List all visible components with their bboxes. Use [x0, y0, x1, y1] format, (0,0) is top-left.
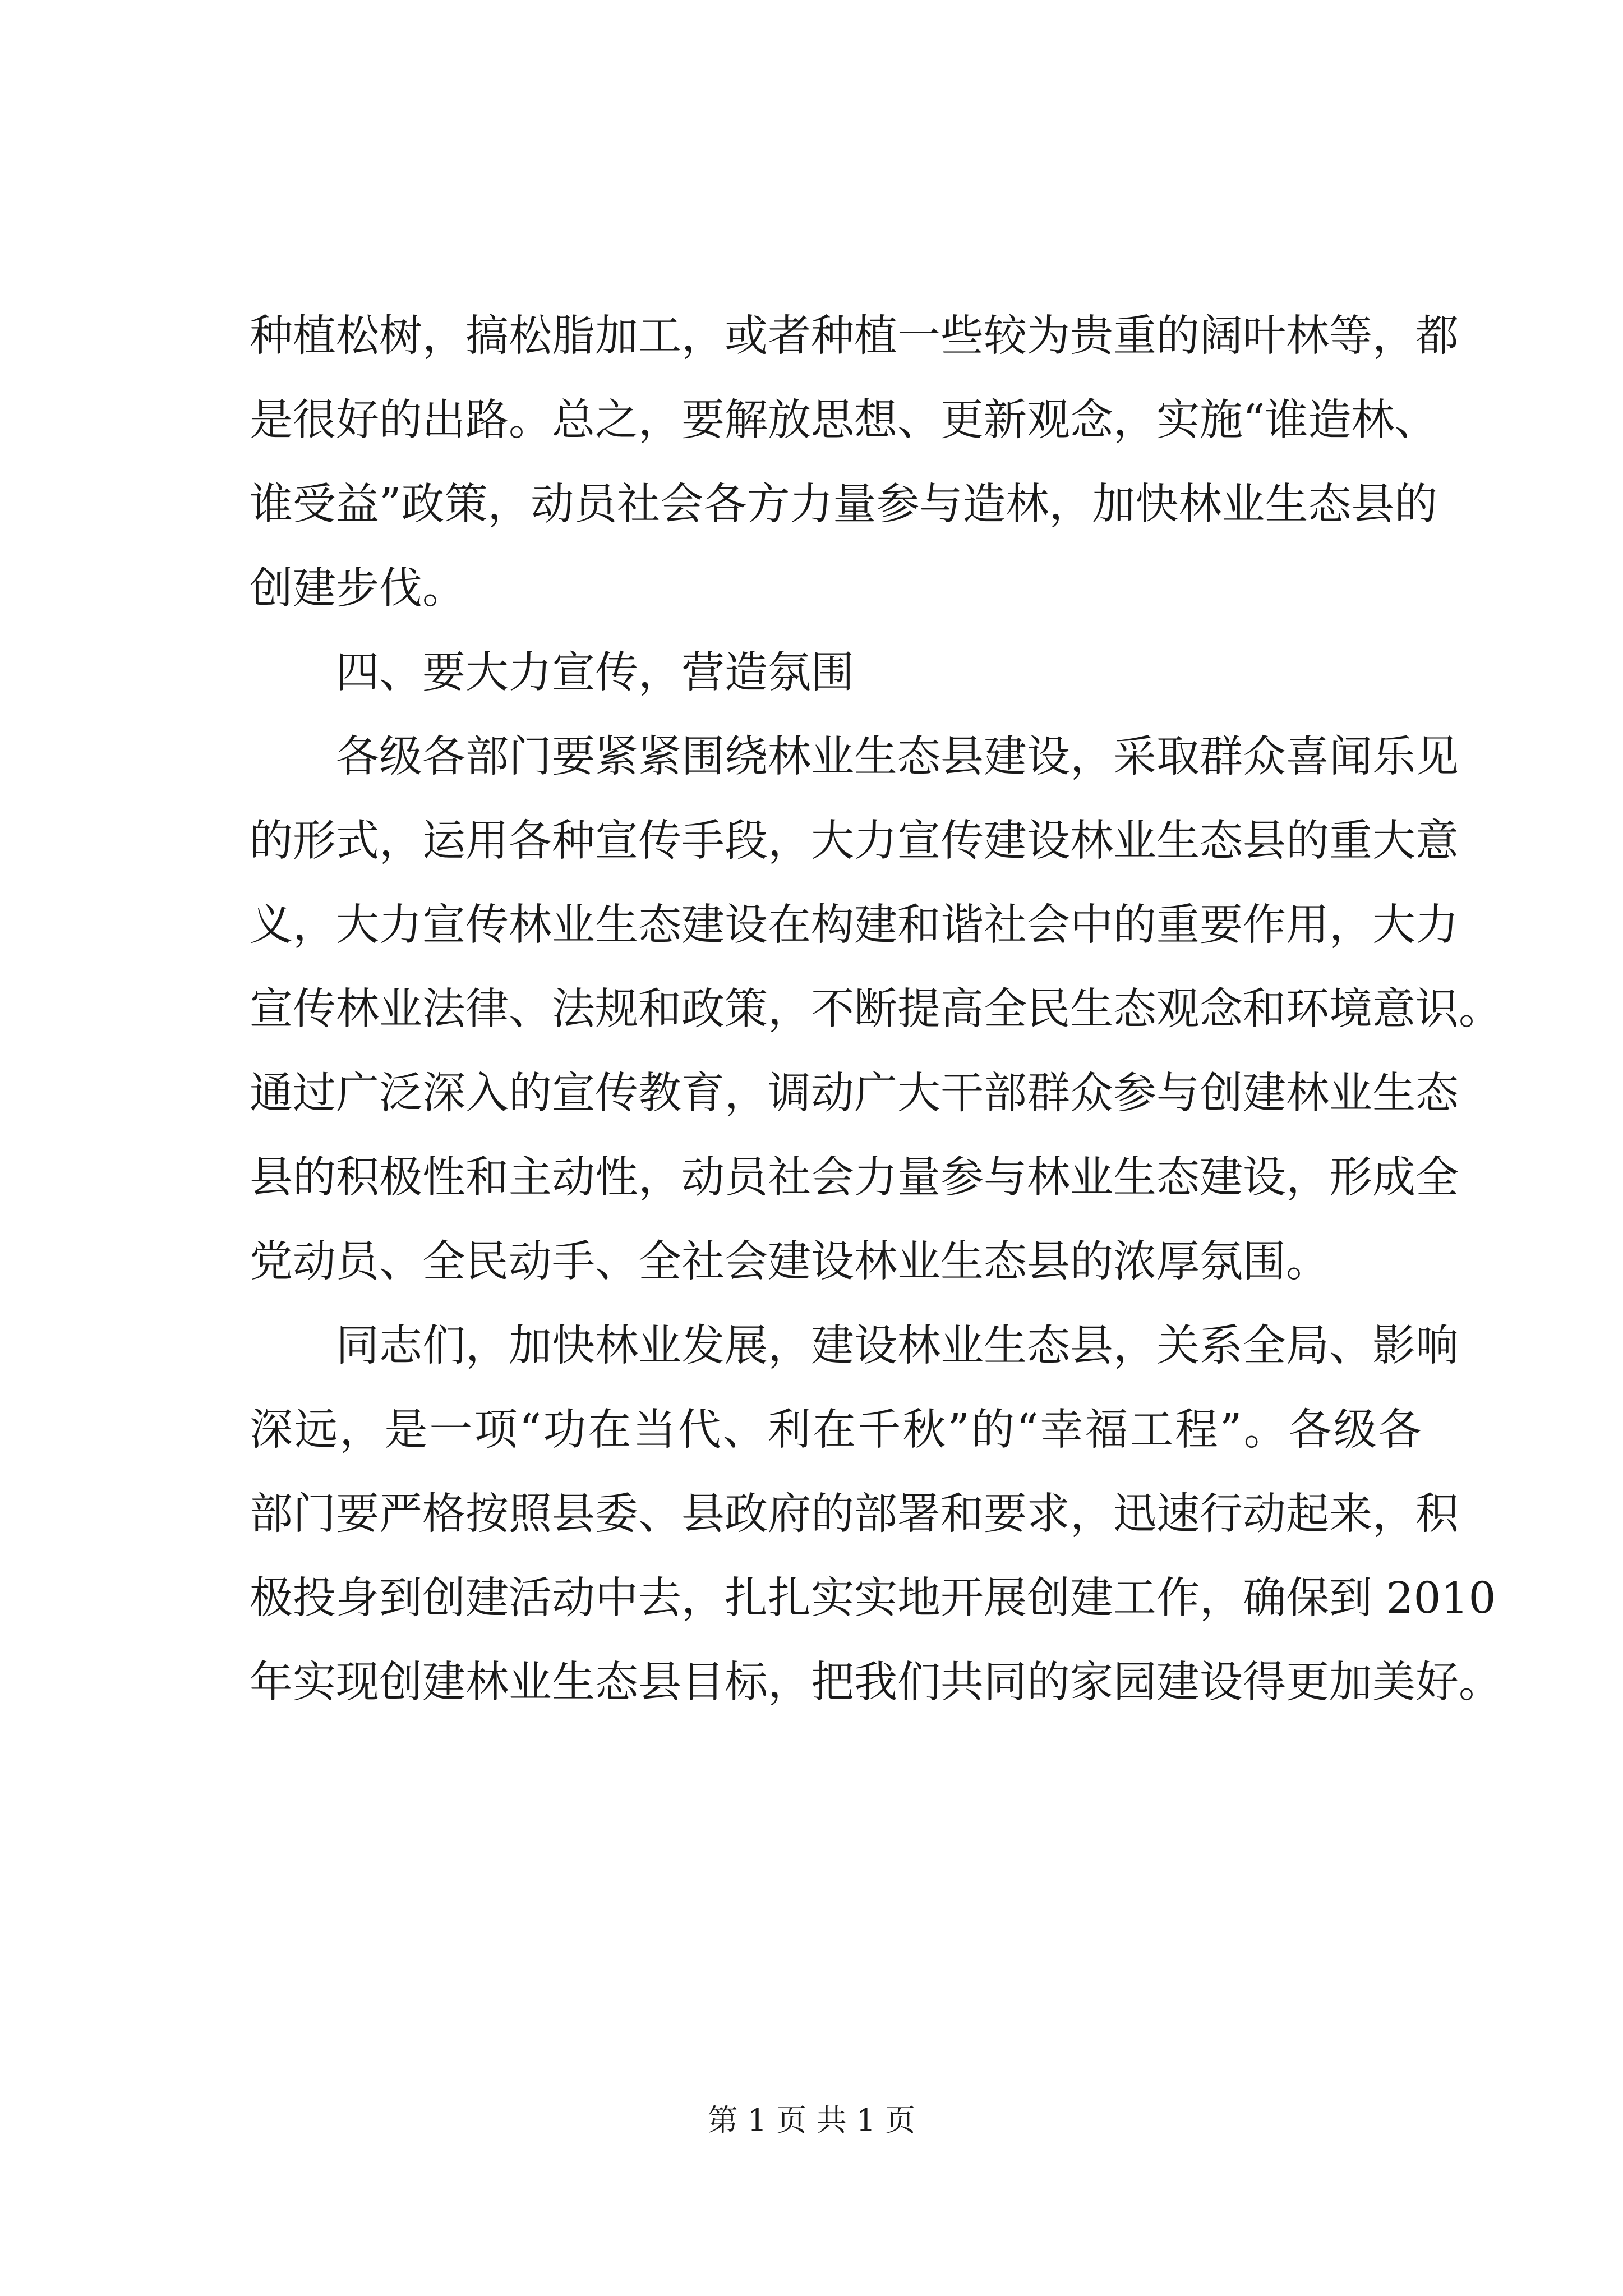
text-line: 的形式，运用各种宣传手段，大力宣传建设林业生态县的重大意	[250, 816, 1459, 866]
text-line: 通过广泛深入的宣传教育，调动广大干部群众参与创建林业生态	[250, 1069, 1459, 1119]
text-line: 深远，是一项“功在当代、利在千秋”的“幸福工程”。各级各	[250, 1405, 1422, 1455]
page-number-footer: 第 1 页 共 1 页	[707, 2102, 916, 2138]
text-line: 各级各部门要紧紧围绕林业生态县建设，采取群众喜闻乐见	[336, 732, 1459, 782]
text-line: 极投身到创建活动中去，扎扎实实地开展创建工作，确保到 2010	[250, 1573, 1496, 1623]
text-line: 宣传林业法律、法规和政策，不断提高全民生态观念和环境意识。	[250, 984, 1502, 1034]
text-line: 义，大力宣传林业生态建设在构建和谐社会中的重要作用，大力	[250, 900, 1459, 950]
text-line: 创建步伐。	[250, 564, 465, 614]
section-heading: 四、要大力宣传，营造氛围	[336, 648, 854, 698]
text-line: 同志们，加快林业发展，建设林业生态县，关系全局、影响	[336, 1321, 1459, 1371]
text-line: 谁受益”政策，动员社会各方力量参与造林，加快林业生态县的	[250, 480, 1438, 530]
text-line: 种植松树，搞松脂加工，或者种植一些较为贵重的阔叶林等，都	[250, 311, 1459, 361]
text-line: 党动员、全民动手、全社会建设林业生态县的浓厚氛围。	[250, 1237, 1329, 1287]
text-line: 部门要严格按照县委、县政府的部署和要求，迅速行动起来，积	[250, 1489, 1459, 1539]
text-line: 是很好的出路。总之，要解放思想、更新观念，实施“谁造林、	[250, 395, 1438, 445]
text-line: 县的积极性和主动性，动员社会力量参与林业生态建设，形成全	[250, 1153, 1459, 1203]
document-body	[250, 295, 1502, 1725]
text-line: 年实现创建林业生态县目标，把我们共同的家园建设得更加美好。	[250, 1658, 1502, 1708]
